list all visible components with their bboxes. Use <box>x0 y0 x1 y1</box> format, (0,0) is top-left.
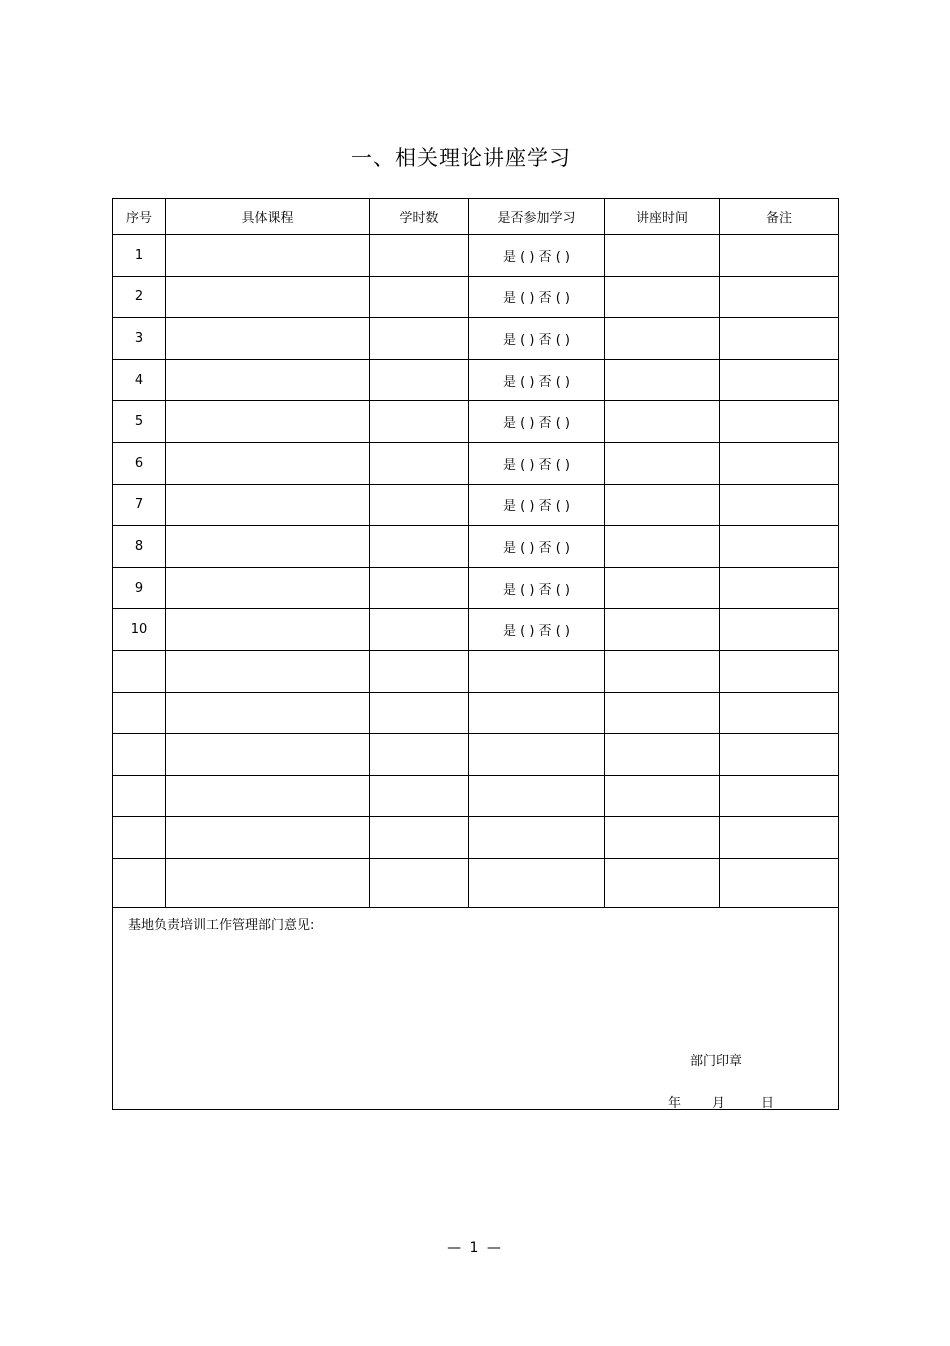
lecture-time-cell[interactable] <box>605 318 720 360</box>
lecture-time-cell[interactable] <box>605 692 720 734</box>
table-row <box>113 442 839 484</box>
header-remarks: 备注 <box>720 199 839 235</box>
table-row <box>113 318 839 360</box>
lecture-time-cell[interactable] <box>605 650 720 692</box>
course-cell[interactable] <box>166 817 370 859</box>
serial-no-cell: 5 <box>113 401 166 443</box>
course-cell[interactable] <box>166 650 370 692</box>
attendance-cell[interactable]: 是 ( ) 否 ( ) <box>469 442 605 484</box>
table-row <box>113 858 839 907</box>
remarks-cell[interactable] <box>720 442 839 484</box>
hours-cell[interactable] <box>370 484 469 526</box>
lecture-time-cell[interactable] <box>605 484 720 526</box>
table-row <box>113 734 839 776</box>
date-year-label: 年 <box>668 1095 682 1110</box>
remarks-cell[interactable] <box>720 567 839 609</box>
attendance-cell[interactable]: 是 ( ) 否 ( ) <box>469 567 605 609</box>
lecture-time-cell[interactable] <box>605 526 720 568</box>
lecture-time-cell[interactable] <box>605 359 720 401</box>
table-row <box>113 775 839 817</box>
date-day-label: 日 <box>761 1095 775 1110</box>
header-course: 具体课程 <box>166 199 370 235</box>
page-number: — 1 — <box>447 1240 503 1256</box>
hours-cell[interactable] <box>370 692 469 734</box>
remarks-cell[interactable] <box>720 775 839 817</box>
lecture-time-cell[interactable] <box>605 276 720 318</box>
course-cell[interactable] <box>166 567 370 609</box>
attendance-cell[interactable]: 是 ( ) 否 ( ) <box>469 235 605 277</box>
serial-no-cell <box>113 650 166 692</box>
hours-cell[interactable] <box>370 775 469 817</box>
hours-cell[interactable] <box>370 318 469 360</box>
serial-no-cell: 1 <box>113 235 166 277</box>
course-cell[interactable] <box>166 858 370 907</box>
hours-cell[interactable] <box>370 609 469 651</box>
lecture-time-cell[interactable] <box>605 858 720 907</box>
course-cell[interactable] <box>166 734 370 776</box>
remarks-cell[interactable] <box>720 401 839 443</box>
table-row <box>113 526 839 568</box>
opinion-row <box>113 907 839 1109</box>
serial-no-cell <box>113 692 166 734</box>
hours-cell[interactable] <box>370 567 469 609</box>
course-cell[interactable] <box>166 276 370 318</box>
opinion-cell[interactable] <box>113 907 839 1109</box>
header-attendance: 是否参加学习 <box>469 199 605 235</box>
table-row <box>113 401 839 443</box>
serial-no-cell: 6 <box>113 442 166 484</box>
table-row <box>113 235 839 277</box>
hours-cell[interactable] <box>370 650 469 692</box>
remarks-cell[interactable] <box>720 692 839 734</box>
serial-no-cell: 9 <box>113 567 166 609</box>
lecture-time-cell[interactable] <box>605 609 720 651</box>
table-row <box>113 650 839 692</box>
course-cell[interactable] <box>166 442 370 484</box>
hours-cell[interactable] <box>370 734 469 776</box>
attendance-cell[interactable] <box>469 734 605 776</box>
table-row <box>113 567 839 609</box>
attendance-cell[interactable]: 是 ( ) 否 ( ) <box>469 609 605 651</box>
header-lecture-time: 讲座时间 <box>605 199 720 235</box>
attendance-cell[interactable]: 是 ( ) 否 ( ) <box>469 276 605 318</box>
table-row <box>113 484 839 526</box>
hours-cell[interactable] <box>370 442 469 484</box>
serial-no-cell: 8 <box>113 526 166 568</box>
lecture-time-cell[interactable] <box>605 235 720 277</box>
table-row <box>113 692 839 734</box>
serial-no-cell: 7 <box>113 484 166 526</box>
hours-cell[interactable] <box>370 817 469 859</box>
remarks-cell[interactable] <box>720 650 839 692</box>
remarks-cell[interactable] <box>720 609 839 651</box>
attendance-cell[interactable] <box>469 858 605 907</box>
lecture-time-cell[interactable] <box>605 775 720 817</box>
date-month-label: 月 <box>712 1095 726 1110</box>
page-title: 一、相关理论讲座学习 <box>351 146 571 170</box>
remarks-cell[interactable] <box>720 526 839 568</box>
table-row <box>113 359 839 401</box>
table-row <box>113 609 839 651</box>
attendance-cell[interactable]: 是 ( ) 否 ( ) <box>469 526 605 568</box>
serial-no-cell <box>113 734 166 776</box>
attendance-cell[interactable]: 是 ( ) 否 ( ) <box>469 359 605 401</box>
hours-cell[interactable] <box>370 276 469 318</box>
attendance-cell[interactable] <box>469 817 605 859</box>
hours-cell[interactable] <box>370 858 469 907</box>
hours-cell[interactable] <box>370 526 469 568</box>
course-cell[interactable] <box>166 775 370 817</box>
course-cell[interactable] <box>166 484 370 526</box>
lecture-time-cell[interactable] <box>605 734 720 776</box>
header-serial-no: 序号 <box>113 199 166 235</box>
serial-no-cell: 10 <box>113 609 166 651</box>
remarks-cell[interactable] <box>720 817 839 859</box>
remarks-cell[interactable] <box>720 318 839 360</box>
remarks-cell[interactable] <box>720 734 839 776</box>
attendance-cell[interactable]: 是 ( ) 否 ( ) <box>469 484 605 526</box>
attendance-cell[interactable] <box>469 775 605 817</box>
lecture-time-cell[interactable] <box>605 817 720 859</box>
department-seal-label: 部门印章 <box>690 1053 743 1069</box>
hours-cell[interactable] <box>370 235 469 277</box>
remarks-cell[interactable] <box>720 276 839 318</box>
lecture-time-cell[interactable] <box>605 442 720 484</box>
hours-cell[interactable] <box>370 401 469 443</box>
serial-no-cell: 4 <box>113 359 166 401</box>
serial-no-cell <box>113 858 166 907</box>
course-cell[interactable] <box>166 318 370 360</box>
table-header-row <box>113 199 839 235</box>
course-cell[interactable] <box>166 526 370 568</box>
serial-no-cell <box>113 817 166 859</box>
course-cell[interactable] <box>166 609 370 651</box>
hours-cell[interactable] <box>370 359 469 401</box>
course-cell[interactable] <box>166 692 370 734</box>
opinion-label: 基地负责培训工作管理部门意见: <box>128 917 315 933</box>
course-cell[interactable] <box>166 401 370 443</box>
course-cell[interactable] <box>166 235 370 277</box>
remarks-cell[interactable] <box>720 359 839 401</box>
remarks-cell[interactable] <box>720 858 839 907</box>
serial-no-cell: 2 <box>113 276 166 318</box>
header-hours: 学时数 <box>370 199 469 235</box>
serial-no-cell: 3 <box>113 318 166 360</box>
lecture-time-cell[interactable] <box>605 401 720 443</box>
attendance-cell[interactable]: 是 ( ) 否 ( ) <box>469 318 605 360</box>
remarks-cell[interactable] <box>720 484 839 526</box>
attendance-cell[interactable] <box>469 650 605 692</box>
serial-no-cell <box>113 775 166 817</box>
table-row <box>113 817 839 859</box>
lecture-time-cell[interactable] <box>605 567 720 609</box>
course-cell[interactable] <box>166 359 370 401</box>
date-line <box>668 1092 774 1110</box>
lecture-study-table <box>112 198 839 1110</box>
attendance-cell[interactable]: 是 ( ) 否 ( ) <box>469 401 605 443</box>
remarks-cell[interactable] <box>720 235 839 277</box>
table-row <box>113 276 839 318</box>
attendance-cell[interactable] <box>469 692 605 734</box>
